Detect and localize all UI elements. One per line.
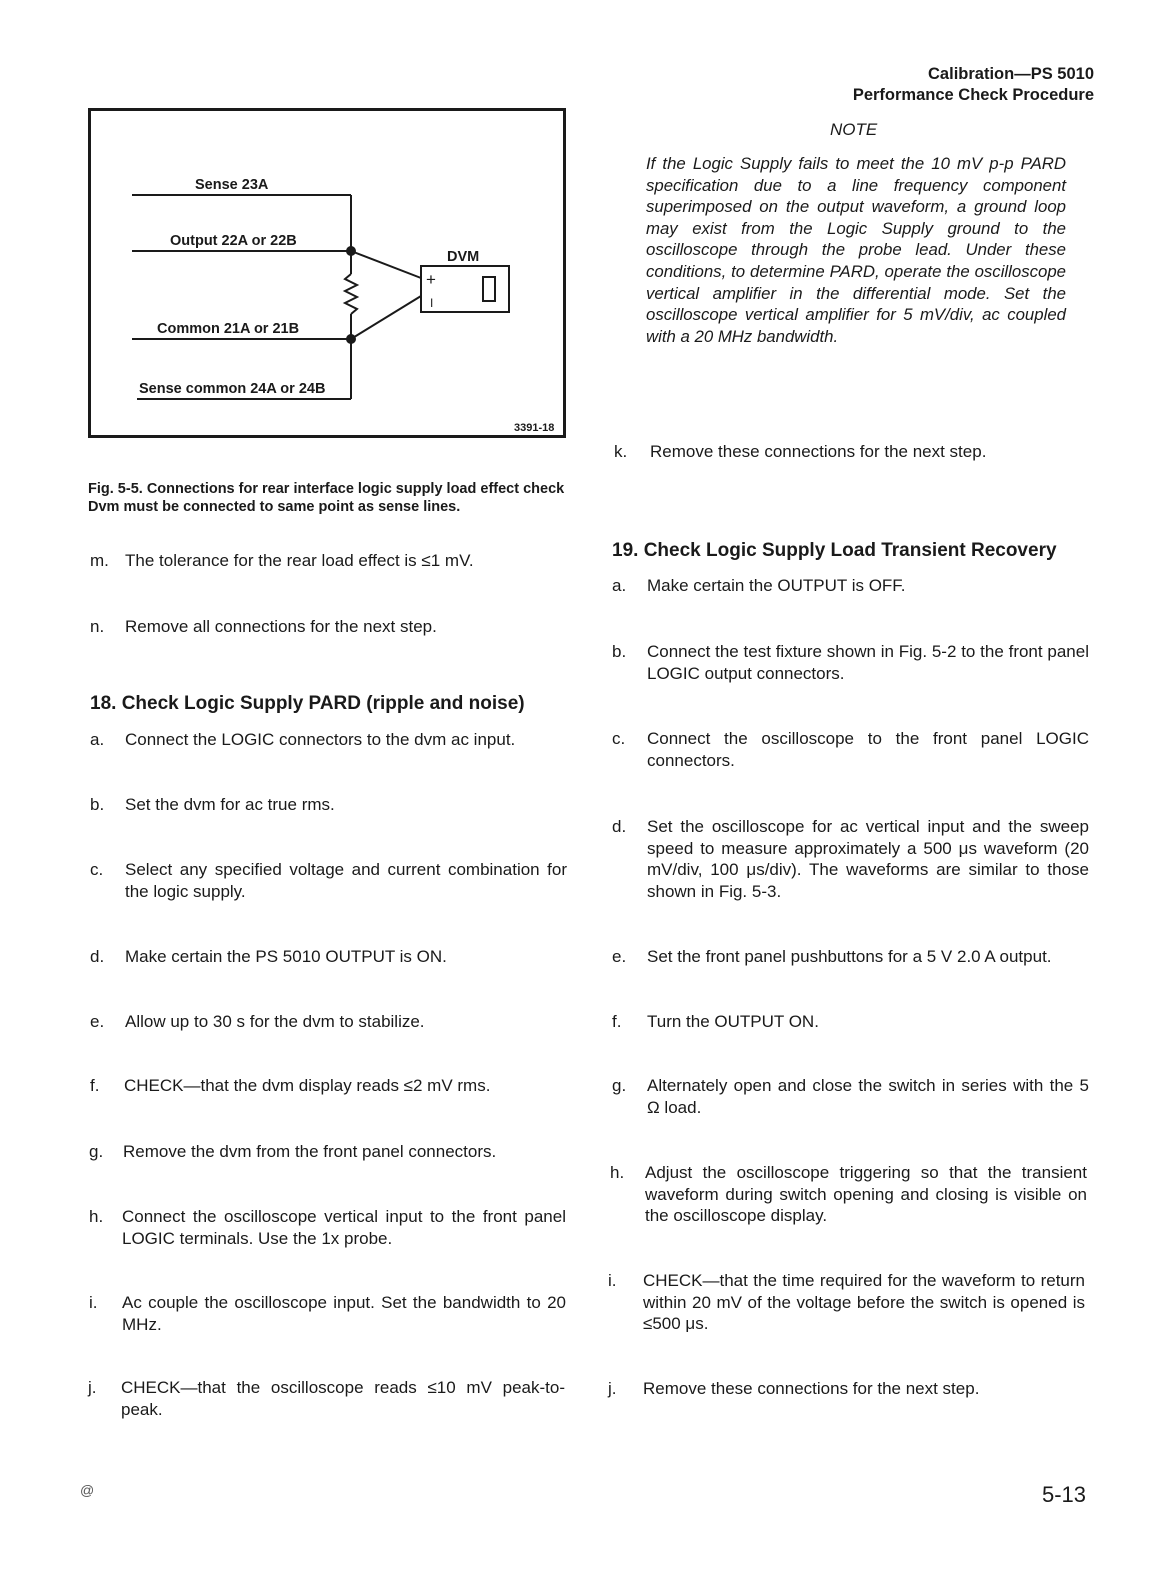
item-text: Set the oscilloscope for ac vertical input and the sweep speed to measure approximately a 500 μs waveform (20 mV/div, 100 μs/div). The waveforms are similar to those shown in Fig. 5-3.: [647, 817, 1089, 901]
header-subtitle: Performance Check Procedure: [852, 86, 1094, 104]
list-item: [612, 816, 1092, 906]
item-letter: d.: [90, 947, 105, 966]
label-output: Output 22A or 22B: [170, 233, 297, 249]
resistor-zigzag: [345, 274, 357, 314]
page-number: 5-13: [1042, 1482, 1087, 1507]
item-text: The tolerance for the rear load effect is ≤1 mV.: [125, 551, 474, 570]
list-item-m: [90, 550, 570, 574]
list-item: [612, 575, 1092, 599]
item-text: Remove these connections for the next step.: [650, 442, 987, 461]
list-item-n: [90, 616, 570, 640]
item-text: Select any specified voltage and current combination for the logic supply.: [125, 860, 567, 901]
figure-id: 3391-18: [514, 422, 555, 434]
item-text: Connect the oscilloscope to the front panel LOGIC connectors.: [647, 729, 1089, 770]
copyright-mark: @: [80, 1482, 95, 1498]
item-letter: i.: [89, 1293, 98, 1312]
list-item: [89, 1141, 567, 1165]
dvm-minus-lead: [351, 296, 421, 339]
list-item: [610, 1162, 1090, 1230]
item-text: Make certain the PS 5010 OUTPUT is ON.: [125, 947, 447, 966]
dvm-minus-sign: I: [430, 296, 434, 310]
label-sense-common: Sense common 24A or 24B: [139, 381, 326, 397]
list-item: [612, 946, 1092, 970]
item-text: Remove these connections for the next step.: [643, 1379, 980, 1398]
list-item: [608, 1378, 1088, 1402]
item-letter: d.: [612, 817, 627, 836]
label-sense: Sense 23A: [195, 177, 269, 193]
wiring-diagram: [91, 111, 563, 435]
dvm-display: [483, 277, 495, 301]
item-text: CHECK—that the time required for the waveform to return within 20 mV of the voltage before the switch is opened is ≤500 μs.: [643, 1271, 1085, 1334]
item-letter: h.: [610, 1163, 625, 1182]
note-body: If the Logic Supply fails to meet the 10 mV p-p PARD specification due to a line frequency component superimposed on the output waveform, a ground loop may exist from the Logic Supply ground to the oscilloscope through the probe lead. Under these conditions, to determine PARD, operate the oscilloscope vertical amplifier in the differential mode. Set the oscilloscope vertical amplifier for 5 mV/div, ac coupled with a 20 MHz bandwidth.: [646, 154, 1066, 346]
list-item: [88, 1377, 566, 1423]
section-19-heading: 19. Check Logic Supply Load Transient Recovery: [612, 540, 1057, 561]
item-letter: a.: [90, 730, 105, 749]
list-item-k: [614, 441, 1094, 465]
item-text: Ac couple the oscilloscope input. Set the bandwidth to 20 MHz.: [122, 1293, 566, 1334]
item-text: Set the dvm for ac true rms.: [125, 795, 335, 814]
item-letter: e.: [612, 947, 627, 966]
item-letter: n.: [90, 617, 105, 636]
figure-diagram: [88, 108, 566, 438]
list-item: [90, 946, 568, 970]
item-letter: c.: [90, 860, 104, 879]
item-letter: f.: [612, 1012, 622, 1031]
item-letter: i.: [608, 1271, 617, 1290]
list-item: [608, 1270, 1088, 1338]
figure-caption: Fig. 5-5. Connections for rear interface logic supply load effect check Dvm must be connected to same point as sense lines.: [88, 481, 565, 515]
item-letter: k.: [614, 442, 628, 461]
item-text: Connect the oscilloscope vertical input to the front panel LOGIC terminals. Use the 1x probe.: [122, 1207, 566, 1248]
list-item: [612, 641, 1092, 687]
item-letter: b.: [612, 642, 627, 661]
item-text: Adjust the oscilloscope triggering so that the transient waveform during switch opening and closing is visible on the oscilloscope display.: [645, 1163, 1087, 1226]
dvm-plus-lead: [351, 251, 421, 278]
item-letter: c.: [612, 729, 626, 748]
list-item: [90, 729, 568, 753]
header-title: Calibration—PS 5010: [928, 65, 1094, 83]
item-letter: e.: [90, 1012, 105, 1031]
common-junction-dot: [346, 334, 356, 344]
list-item: [89, 1292, 567, 1338]
item-letter: b.: [90, 795, 105, 814]
item-text: Connect the LOGIC connectors to the dvm ac input.: [125, 730, 516, 749]
item-letter: g.: [89, 1142, 104, 1161]
item-text: Connect the test fixture shown in Fig. 5-2 to the front panel LOGIC output connectors.: [647, 642, 1089, 683]
list-item: [612, 1011, 1092, 1035]
page-header: [853, 64, 1094, 106]
item-text: Remove all connections for the next step.: [125, 617, 437, 636]
list-item: [612, 728, 1092, 774]
item-letter: m.: [90, 551, 109, 570]
section-18-heading: 18. Check Logic Supply PARD (ripple and noise): [90, 693, 525, 714]
item-text: Turn the OUTPUT ON.: [647, 1012, 819, 1031]
list-item: [612, 1075, 1092, 1121]
item-text: CHECK—that the oscilloscope reads ≤10 mV peak-to-peak.: [121, 1378, 565, 1419]
item-letter: j.: [608, 1379, 617, 1398]
list-item: [90, 1011, 568, 1035]
item-text: Set the front panel pushbuttons for a 5 V 2.0 A output.: [647, 947, 1052, 966]
item-letter: j.: [88, 1378, 97, 1397]
item-letter: f.: [90, 1076, 100, 1095]
item-letter: h.: [89, 1207, 104, 1226]
item-text: Remove the dvm from the front panel connectors.: [123, 1142, 497, 1161]
list-item: [90, 1075, 568, 1099]
item-text: Alternately open and close the switch in series with the 5 Ω load.: [647, 1076, 1089, 1117]
list-item: [90, 794, 568, 818]
output-junction-dot: [346, 246, 356, 256]
list-item: [89, 1206, 567, 1252]
item-text: CHECK—that the dvm display reads ≤2 mV rms.: [124, 1076, 491, 1095]
dvm-plus-sign: +: [426, 270, 436, 289]
item-letter: g.: [612, 1076, 627, 1095]
item-text: Allow up to 30 s for the dvm to stabilize.: [125, 1012, 425, 1031]
item-text: Make certain the OUTPUT is OFF.: [647, 576, 906, 595]
label-common: Common 21A or 21B: [157, 321, 300, 337]
list-item: [90, 859, 568, 905]
note-title: NOTE: [830, 120, 878, 139]
item-letter: a.: [612, 576, 627, 595]
label-dvm: DVM: [447, 249, 480, 265]
